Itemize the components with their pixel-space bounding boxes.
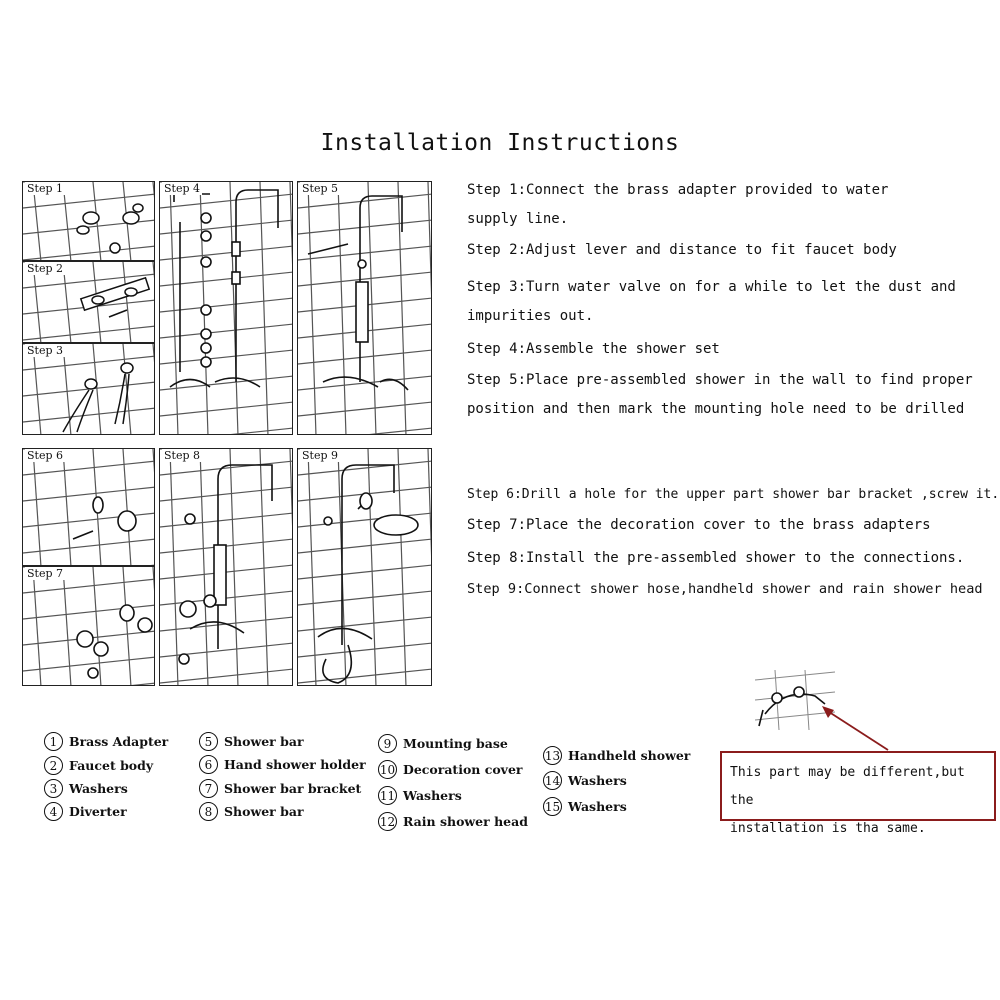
step-text: position and then mark the mounting hole need to be drilled [467,401,965,417]
step9-panel [297,448,432,686]
step7-panel [22,566,155,686]
part-number: 12 [378,812,397,831]
step-text: Step 3:Turn water valve on for a while to let the dust and [467,279,956,295]
step3-illustration [23,344,155,435]
part-number: 5 [199,732,218,751]
part-item [378,760,522,779]
part-name: Shower bar [224,804,304,819]
pointer-arrow [818,704,898,754]
part-item [199,779,361,798]
part-number: 3 [44,779,63,798]
part-name: Diverter [69,804,127,819]
part-item [44,779,128,798]
part-name: Washers [568,799,627,814]
part-name: Washers [69,781,128,796]
part-number: 8 [199,802,218,821]
part-item [199,755,366,774]
part-item [543,771,627,790]
part-item [378,734,508,753]
step-text: impurities out. [467,308,594,324]
step7-label: Step 7 [27,567,64,580]
part-number: 2 [44,756,63,775]
step-text: Step 9:Connect shower hose,handheld shower and rain shower head [467,581,983,597]
part-name: Rain shower head [403,814,528,829]
part-name: Faucet body [69,758,154,773]
part-name: Decoration cover [403,762,523,777]
part-number: 6 [199,755,218,774]
step5-label: Step 5 [302,182,339,195]
step9-illustration [298,449,432,686]
part-name: Brass Adapter [69,734,169,749]
part-item [199,732,304,751]
part-number: 7 [199,779,218,798]
step-text: Step 6:Drill a hole for the upper part shower bar bracket ,screw it. [467,487,1000,502]
part-name: Shower bar [224,734,304,749]
step4-label: Step 4 [164,182,201,195]
part-name: Washers [568,773,627,788]
step-text: Step 7:Place the decoration cover to the brass adapters [467,517,931,533]
step8-panel [159,448,293,686]
part-number: 15 [543,797,562,816]
step3-panel [22,343,155,435]
part-name: Handheld shower [568,748,691,763]
part-name: Washers [403,788,462,803]
step8-label: Step 8 [164,449,201,462]
part-number: 9 [378,734,397,753]
step-text: supply line. [467,211,569,227]
part-number: 10 [378,760,397,779]
step5-illustration [298,182,432,435]
part-name: Mounting base [403,736,508,751]
step1-label: Step 1 [27,182,64,195]
step7-illustration [23,567,155,686]
step4-illustration [160,182,293,435]
step8-illustration [160,449,293,686]
part-number: 1 [44,732,63,751]
step2-label: Step 2 [27,262,64,275]
part-item [44,802,127,821]
part-item [378,786,462,805]
step4-panel [159,181,293,435]
part-item [543,797,627,816]
part-item [44,756,153,775]
part-item [378,812,528,831]
step-text: Step 5:Place pre-assembled shower in the wall to find proper [467,372,973,388]
step5-panel [297,181,432,435]
part-number: 4 [44,802,63,821]
step1-panel [22,181,155,261]
step-text: Step 1:Connect the brass adapter provided to water [467,182,889,198]
part-number: 14 [543,771,562,790]
step9-label: Step 9 [302,449,339,462]
part-item [543,746,690,765]
step6-label: Step 6 [27,449,64,462]
step2-panel [22,261,155,343]
part-name: Shower bar bracket [224,781,362,796]
step3-label: Step 3 [27,344,64,357]
part-number: 11 [378,786,397,805]
part-number: 13 [543,746,562,765]
step6-panel [22,448,155,566]
part-name: Hand shower holder [224,757,366,772]
note-box [720,751,996,836]
note-line: installation is tha same. [730,821,926,836]
note-line: This part may be different,but the [730,765,965,808]
step-text: Step 2:Adjust lever and distance to fit faucet body [467,242,897,258]
page-title: Installation Instructions [320,130,680,156]
part-item [44,732,168,751]
part-item [199,802,304,821]
step6-illustration [23,449,155,566]
step-text: Step 4:Assemble the shower set [467,341,720,357]
step-text: Step 8:Install the pre-assembled shower to the connections. [467,550,965,566]
